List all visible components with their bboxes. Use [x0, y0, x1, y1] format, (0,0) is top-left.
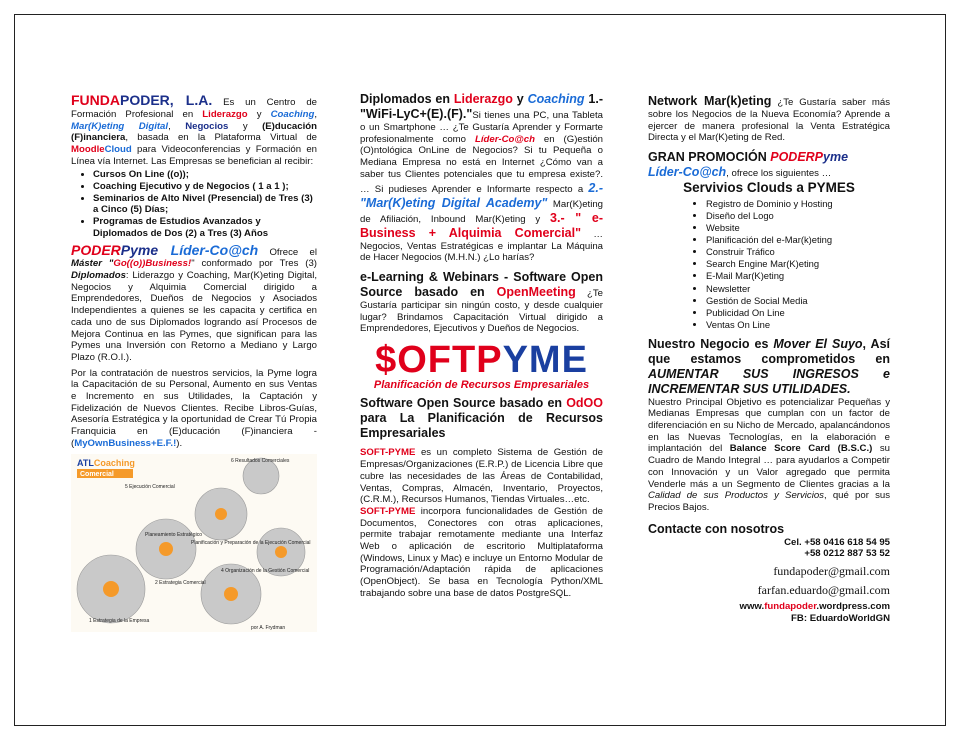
diplomados-text: Diplomados [71, 270, 126, 282]
web-c: .wordpress.com [816, 601, 890, 613]
step-5-label: 5 Ejecución Comercial [125, 483, 175, 490]
contract-text: Por la contratación de nuestros servicios, la Pyme logra la Capacitación de su Personal, Aumento en sus Ventas e Incremento en sus Utilidades, la Captación y Fidelización de Nuevos Clientes. Recibe Libros-Guías, Asesoría Estratégica y la oportunidad de Crear Tú Propia Franquicia en (E)ducación (F)inanciera - ( [71, 367, 317, 449]
promo-a: GRAN PROMOCIÓN [648, 150, 771, 165]
logo-yme: YME [502, 339, 588, 382]
cloud-text: Cloud [104, 143, 132, 155]
list-item: • Programas de Estudios Avanzados y Diplomados de Dos (2) a Tres (3) Años [93, 216, 317, 239]
comma-1: , [314, 108, 317, 120]
pyme-text: Pyme [120, 241, 159, 258]
list-item: • Registro de Dominio y Hosting [706, 198, 890, 210]
business-heading [648, 337, 890, 397]
p1-b: en (G)estión (O)ntológica OnLine de Negocios? Si tu Pequeña o Mediana Empresa no está en Internet ¿Cómo van a saber tus Clientes potenciales que tu empresa existe?. … Si pudieses Aprender e Informarte respecto a [360, 133, 603, 195]
step-4-label: 4 Organización de la Gestión Comercial [221, 567, 310, 574]
elearning-paragraph [360, 270, 603, 335]
phone-line-1 [648, 537, 890, 549]
promo-yme: yme [823, 150, 849, 165]
y-1: y [247, 108, 271, 120]
moodle-text: Moodle [71, 143, 105, 155]
p2: Mar(K)eting de Afiliación, Inbound Mar(K)eting y [360, 198, 603, 225]
atl-text: ATL [77, 457, 94, 468]
t4-c: , Así que estamos comprometidos en [648, 336, 890, 366]
gear-hub [224, 587, 238, 601]
benefits-list [71, 169, 317, 239]
p5-text: es un completo Sistema de Gestión de Empresas/Organizaciones (E.R.P.) de Licencia Libre que cubre las necesidades de las Áreas de Contabilidad, Ventas, Compras, Almacén, Inventario, Proyectos, (C.R.M.), Recursos Humanos, Tiendas Virtuales…etc. [360, 447, 603, 506]
gear-hub [159, 542, 173, 556]
promo-d: , ofrece los siguientes … [726, 168, 832, 180]
gears-diagram [71, 454, 317, 632]
t4-a: e-Learning & Webinars - Software Open Source basado en [360, 269, 603, 299]
phone-2: +58 0212 887 53 52 [804, 548, 890, 560]
contract-close: ). [176, 437, 183, 449]
t1-liderazgo: Liderazgo [453, 92, 513, 106]
p6-brand: SOFT-PYME [360, 505, 416, 517]
diplomados-paragraph [360, 92, 603, 264]
promo-paragraph [648, 150, 890, 180]
softpyme-logo [360, 341, 603, 392]
y-2: y [228, 120, 263, 132]
t4-open: Open [496, 284, 529, 299]
p5-brand: SOFT-PYME [360, 447, 416, 459]
logo-ftp: FTP [427, 339, 503, 382]
lider-coach-text: Líder-Co@ch [158, 241, 259, 258]
t4-mover: Mover El Suyo [773, 336, 863, 351]
t1-y: y [512, 92, 528, 106]
p1-a: Si tienes una PC, una Tableta o un Smartphone … ¿Te Gustaría Aprender y Formarte profesionalmente como [360, 110, 603, 145]
column-right [648, 94, 890, 625]
t5-oo: OO [583, 396, 603, 411]
coaching-label: Coaching [93, 457, 135, 468]
svg-text:ATLCoaching [77, 458, 135, 468]
list-item: • Publicidad On Line [706, 307, 890, 319]
t5-d: para La Planificación de Recursos Empresariales [360, 411, 603, 441]
t5-a: Software Open Source basado en [360, 396, 567, 411]
list-item: • Gestión de Social Media [706, 295, 890, 307]
list-item: • Seminarios de Alto Nivel (Presencial) de Tres (3) a Cinco (5) Días; [93, 193, 317, 216]
logo-s: $ [375, 339, 398, 382]
facebook-handle[interactable]: FB: EduardoWorldGN [791, 613, 890, 625]
liderazgo-text: Liderazgo [202, 108, 248, 120]
email-2[interactable]: farfan.eduardo@gmail.com [757, 582, 890, 597]
promo-poder: PODERP [770, 150, 824, 165]
master-text-c: " conformado por Tres (3) [191, 258, 317, 270]
step-3-label: Planeamiento Estratégico [145, 531, 202, 538]
gear-hub [275, 546, 287, 558]
list-item: • Planificación del e-Mar(k)eting [706, 234, 890, 246]
services-title: Servivios Clouds a PYMES [683, 180, 855, 196]
objective-paragraph [648, 397, 890, 514]
brand-funda: FUNDA [71, 92, 120, 108]
p1-network: ¿Te Gustaría saber más sobre los Negocios de la Nueva Economía? Aprende a ejercer de manera profesional la Venta Estratégica Directa y el Mar(K)eting de Red. [648, 97, 891, 144]
list-item: • Search Engine Mar(K)eting [706, 258, 890, 270]
master-text-a: Máster " [71, 258, 114, 270]
step-7-label: Planificación y Preparación de la Ejecución Comercial [191, 539, 311, 546]
p4: ¿Te Gustaría participar sin ningún costo, y desde cualquier lugar? Brindamos Capacitación Virtual dirigido a Emprendedores, Ejecutivos y Dueños de Negocios. [360, 287, 603, 335]
promo-lider: Líder-Co@ch [648, 165, 727, 180]
t1-coaching: Coaching [527, 92, 585, 106]
ofrece-text: Ofrece el [258, 246, 317, 258]
phone-1: +58 0416 618 54 95 [804, 536, 890, 548]
list-item: • Coaching Ejecutivo y de Negocios ( 1 a 1 ); [93, 181, 317, 193]
t3-ebusiness: 3.- " e-Business + Alquimia Comercial" [360, 210, 603, 240]
list-item: • Cursos On Line ((o)); [93, 169, 317, 181]
p4-calidad: Calidad de sus Productos y Servicios [648, 490, 824, 502]
contact-title: Contacte con nosotros [648, 521, 785, 536]
list-item: • Newsletter [706, 283, 890, 295]
t2-marketing-academy: 2.- "Mar(K)eting Digital Academy" [360, 180, 603, 210]
t1-a: Diplomados en [360, 92, 454, 106]
list-item: • Diseño del Logo [706, 210, 890, 222]
gear-hub [103, 581, 119, 597]
t4-a: Nuestro Negocio es [648, 336, 774, 351]
intro-text-a: Es un Centro de Formación Profesional en [71, 97, 317, 120]
intro-text-c: para Videoconferencias y Formación en Línea vía Internet. Las Empresas se benefician al recibir: [71, 143, 317, 167]
diplomados-body: : Liderazgo y Coaching, Mar(K)eting Digital, Negocios y Alquimia Comercial dirigido a Emprendedores, Dueños de Negocios y Asociados Independientes a quienes se les capacita y certifica en cada uno de sus Diplomados logrando así Procesos de Mejora Continua en las Pymes, que significan para las Pymes una Inversión con Retorno a Mediano y Largo Plazo (R.O.I.). [71, 270, 317, 363]
cel-label: Cel. [784, 536, 802, 548]
web-a: www. [739, 601, 765, 613]
list-item: • Website [706, 222, 890, 234]
list-item: • E-Mail Mar(K)eting [706, 270, 890, 282]
t4-aumentar: AUMENTAR SUS INGRESOS e INCREMENTAR SUS UTILIDADES. [648, 366, 890, 396]
myownbusiness-text: MyOwnBusiness+E.F.! [74, 437, 177, 449]
credit-label: por A. Frydman [251, 624, 286, 631]
logo-subtitle: Planificación de Recursos Empresariales [373, 379, 590, 392]
network-marketing-paragraph [648, 94, 890, 144]
list-item: • Construir Tráfico [706, 246, 890, 258]
t4-meeting: Meeting [528, 284, 576, 299]
contract-paragraph [71, 368, 317, 450]
services-list [648, 198, 890, 330]
logo-o: O [397, 339, 428, 382]
t1-wifi: 1.-"WiFi-LyC+(E).(F)." [360, 92, 603, 121]
coaching-text: Coaching [270, 108, 315, 120]
step-6-label: 6 Resultados Comerciales [231, 457, 290, 464]
p1-lider: Líder-Co@ch [474, 133, 535, 145]
gear-hub [215, 508, 227, 520]
software-title [360, 396, 603, 441]
softpyme-paragraph-1 [360, 447, 603, 506]
softpyme-paragraph-2 [360, 506, 603, 600]
poder-text: PODER [71, 241, 121, 258]
website-link[interactable] [648, 601, 890, 613]
brand-la: , L.A. [169, 92, 213, 108]
p3: … Negocios, Ventas Estratégicas e implantar La Máquina de Hacer Negocios (M.H.N.) ¿Lo harías? [360, 228, 603, 264]
brand-poder: PODER [120, 92, 170, 108]
column-middle [360, 92, 603, 600]
p4-bsc: Balance Score Card (B.S.C.) [729, 443, 873, 455]
marketing-digital-text: Mar(K)eting Digital [71, 120, 169, 132]
p4-c: su Cuadro de Mando Integral … para ayudarlos a Competir con Innovación y un Valor agregado que permita Venderle más a un Segmento de Clientes gracias a la [648, 443, 890, 490]
step-1-label: 1 Estrategia de la Empresa [89, 617, 150, 624]
educacion-text: (E)ducación (F)inanciera [71, 120, 317, 144]
step-2-label: 2 Estrategia Comercial [155, 579, 206, 586]
email-1[interactable]: fundapoder@gmail.com [773, 564, 890, 579]
master-paragraph [71, 242, 317, 364]
t5-od: Od [566, 396, 584, 411]
t1-network: Network Mar(k)eting [648, 94, 772, 108]
p4-e: , qué por sus Precios Bajos. [648, 490, 891, 513]
list-item: • Ventas On Line [706, 319, 890, 331]
go-business-text: Go((o))Business! [113, 258, 192, 270]
column-left [71, 92, 317, 635]
intro-paragraph [71, 92, 317, 167]
comercial-label: Comercial [80, 470, 114, 478]
intro-text-b: , basada en la Plataforma Virtual de [125, 132, 317, 144]
p6-text: incorpora funcionalidades de Gestión de Documentos, Conectores con otras aplicaciones, permite trabajar remotamente mediante una Interfaz Web o aplicación de escritorio Multiplataforma (Windows, Linux y Mac) e incluye un Entorno Modular de Programación/Adaptación rápida de aplicaciones (OpenObject). Se basa en Tecnología Python/XML trabajando sobre una base de datos PostgreSQL. [360, 505, 603, 599]
comma-2: , [168, 120, 186, 132]
negocios-text: Negocios [185, 120, 229, 132]
p4-a: Nuestro Principal Objetivo es potencializar Pequeñas y Medianas Empresas que cumplan con un factor de diferenciación en su Nicho de Mercado, apalancándonos en las Nuevas Tecnologías, en la elaboración e implantación del [648, 396, 890, 455]
web-b: fundapoder [764, 601, 817, 613]
